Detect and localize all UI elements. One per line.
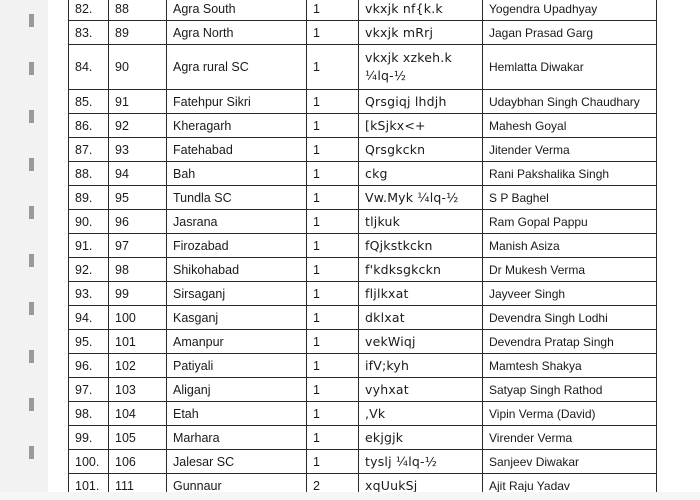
candidate-name-cell: Dr Mukesh Verma — [483, 258, 657, 282]
serial-number-cell: 85. — [69, 90, 109, 114]
count-cell: 1 — [307, 114, 359, 138]
constituency-number-cell: 111 — [109, 474, 167, 498]
serial-number-cell: 82. — [69, 0, 109, 21]
constituency-number-cell: 89 — [109, 21, 167, 45]
candidate-name-cell: Ram Gopal Pappu — [483, 210, 657, 234]
constituency-number-cell: 90 — [109, 45, 167, 90]
count-cell: 1 — [307, 90, 359, 114]
table-row — [69, 258, 657, 282]
serial-number-cell: 83. — [69, 21, 109, 45]
constituency-number-cell: 92 — [109, 114, 167, 138]
candidate-name-cell: Virender Verma — [483, 426, 657, 450]
hindi-name-line: vkxjk xzkeh.k — [365, 50, 452, 65]
serial-number-cell: 92. — [69, 258, 109, 282]
hindi-name-cell: tljkuk — [359, 210, 483, 234]
serial-number-cell: 90. — [69, 210, 109, 234]
candidate-name-cell: Manish Asiza — [483, 234, 657, 258]
hindi-name-cell: ifV;kyh — [359, 354, 483, 378]
hindi-name-cell: ckg — [359, 162, 483, 186]
candidate-name-cell: Jitender Verma — [483, 138, 657, 162]
serial-number-cell: 100. — [69, 450, 109, 474]
table-row — [69, 402, 657, 426]
count-cell: 1 — [307, 138, 359, 162]
constituency-name-cell: Jalesar SC — [167, 450, 307, 474]
left-margin-strip — [0, 0, 48, 500]
serial-number-cell: 98. — [69, 402, 109, 426]
constituency-number-cell: 93 — [109, 138, 167, 162]
hindi-name-cell: dklxat — [359, 306, 483, 330]
constituency-number-cell: 95 — [109, 186, 167, 210]
hindi-name-cell: vkxjk mRrj — [359, 21, 483, 45]
count-cell: 2 — [307, 474, 359, 498]
constituency-number-cell: 98 — [109, 258, 167, 282]
hindi-name-line: ¼lq-½ — [365, 68, 407, 83]
table-row — [69, 0, 657, 21]
constituency-name-cell: Amanpur — [167, 330, 307, 354]
serial-number-cell: 96. — [69, 354, 109, 378]
constituency-number-cell: 103 — [109, 378, 167, 402]
hindi-name-cell: vekWiqj — [359, 330, 483, 354]
hindi-name-cell: [kSjkx<+ — [359, 114, 483, 138]
hindi-name-cell: ,Vk — [359, 402, 483, 426]
hindi-name-cell: vkxjk nf{k.k — [359, 0, 483, 21]
constituency-number-cell: 106 — [109, 450, 167, 474]
constituency-number-cell: 91 — [109, 90, 167, 114]
constituency-number-cell: 105 — [109, 426, 167, 450]
table-row — [69, 45, 657, 90]
table-row — [69, 306, 657, 330]
count-cell: 1 — [307, 258, 359, 282]
candidate-name-cell: Jayveer Singh — [483, 282, 657, 306]
serial-number-cell: 84. — [69, 45, 109, 90]
constituency-number-cell: 104 — [109, 402, 167, 426]
table-row — [69, 210, 657, 234]
hindi-name-cell: f'kdksgkckn — [359, 258, 483, 282]
table-row — [69, 378, 657, 402]
constituency-name-cell: Etah — [167, 402, 307, 426]
constituency-name-cell: Gunnaur — [167, 474, 307, 498]
constituency-name-cell: Fatehpur Sikri — [167, 90, 307, 114]
constituency-name-cell: Aliganj — [167, 378, 307, 402]
page-bottom-edge — [0, 492, 700, 500]
constituency-name-cell: Agra North — [167, 21, 307, 45]
constituency-number-cell: 88 — [109, 0, 167, 21]
constituency-name-cell: Shikohabad — [167, 258, 307, 282]
table-row — [69, 426, 657, 450]
count-cell: 1 — [307, 210, 359, 234]
serial-number-cell: 88. — [69, 162, 109, 186]
hindi-name-cell — [359, 45, 483, 90]
serial-number-cell: 99. — [69, 426, 109, 450]
constituency-number-cell: 99 — [109, 282, 167, 306]
candidate-name-cell: Hemlatta Diwakar — [483, 45, 657, 90]
constituency-name-cell: Tundla SC — [167, 186, 307, 210]
hindi-name-cell: vyhxat — [359, 378, 483, 402]
serial-number-cell: 86. — [69, 114, 109, 138]
constituency-name-cell: Jasrana — [167, 210, 307, 234]
constituency-number-cell: 97 — [109, 234, 167, 258]
candidate-name-cell: Rani Pakshalika Singh — [483, 162, 657, 186]
table-row — [69, 330, 657, 354]
constituency-number-cell: 100 — [109, 306, 167, 330]
constituency-name-cell: Patiyali — [167, 354, 307, 378]
count-cell: 1 — [307, 450, 359, 474]
count-cell: 1 — [307, 402, 359, 426]
table-body — [69, 0, 657, 498]
count-cell: 1 — [307, 306, 359, 330]
constituency-name-cell: Kheragarh — [167, 114, 307, 138]
table-row — [69, 450, 657, 474]
constituency-number-cell: 96 — [109, 210, 167, 234]
candidate-name-cell: Devendra Pratap Singh — [483, 330, 657, 354]
table-row — [69, 282, 657, 306]
binding-mark — [29, 350, 34, 363]
hindi-name-cell: tyslj ¼lq-½ — [359, 450, 483, 474]
candidate-list-table — [68, 0, 656, 498]
count-cell: 1 — [307, 234, 359, 258]
binding-mark — [29, 398, 34, 411]
serial-number-cell: 87. — [69, 138, 109, 162]
count-cell: 1 — [307, 21, 359, 45]
count-cell: 1 — [307, 378, 359, 402]
binding-mark — [29, 14, 34, 27]
table-row — [69, 114, 657, 138]
hindi-name-cell: ekjgjk — [359, 426, 483, 450]
binding-mark — [29, 446, 34, 459]
serial-number-cell: 91. — [69, 234, 109, 258]
constituency-name-cell: Sirsaganj — [167, 282, 307, 306]
count-cell: 1 — [307, 426, 359, 450]
count-cell: 1 — [307, 330, 359, 354]
binding-mark — [29, 254, 34, 267]
constituency-name-cell: Marhara — [167, 426, 307, 450]
count-cell: 1 — [307, 354, 359, 378]
count-cell: 1 — [307, 162, 359, 186]
binding-mark — [29, 110, 34, 123]
constituency-name-cell: Agra South — [167, 0, 307, 21]
serial-number-cell: 93. — [69, 282, 109, 306]
constituency-number-cell: 101 — [109, 330, 167, 354]
serial-number-cell: 101. — [69, 474, 109, 498]
hindi-name-cell: fljlkxat — [359, 282, 483, 306]
constituency-name-cell: Fatehabad — [167, 138, 307, 162]
count-cell: 1 — [307, 186, 359, 210]
candidate-name-cell: Vipin Verma (David) — [483, 402, 657, 426]
binding-mark — [29, 62, 34, 75]
serial-number-cell: 94. — [69, 306, 109, 330]
candidate-name-cell: Devendra Singh Lodhi — [483, 306, 657, 330]
candidate-name-cell: Sanjeev Diwakar — [483, 450, 657, 474]
candidate-name-cell: Udaybhan Singh Chaudhary — [483, 90, 657, 114]
hindi-name-cell: Qrsgkckn — [359, 138, 483, 162]
binding-mark — [29, 158, 34, 171]
binding-mark — [29, 206, 34, 219]
candidate-name-cell: Mamtesh Shakya — [483, 354, 657, 378]
table-row — [69, 90, 657, 114]
constituency-number-cell: 102 — [109, 354, 167, 378]
candidate-name-cell: Yogendra Upadhyay — [483, 0, 657, 21]
constituency-name-cell: Kasganj — [167, 306, 307, 330]
serial-number-cell: 97. — [69, 378, 109, 402]
table-row — [69, 138, 657, 162]
candidate-name-cell: Jagan Prasad Garg — [483, 21, 657, 45]
count-cell: 1 — [307, 45, 359, 90]
table-row — [69, 162, 657, 186]
serial-number-cell: 89. — [69, 186, 109, 210]
constituency-name-cell: Bah — [167, 162, 307, 186]
table-row — [69, 186, 657, 210]
candidate-name-cell: Mahesh Goyal — [483, 114, 657, 138]
candidate-name-cell: Ajit Raju Yadav — [483, 474, 657, 498]
binding-mark — [29, 302, 34, 315]
table-row — [69, 21, 657, 45]
constituency-number-cell: 94 — [109, 162, 167, 186]
hindi-name-cell: Vw.Myk ¼lq-½ — [359, 186, 483, 210]
hindi-name-cell: xqUukSj — [359, 474, 483, 498]
hindi-name-cell: Qrsgiqj lhdjh — [359, 90, 483, 114]
constituency-name-cell: Agra rural SC — [167, 45, 307, 90]
candidate-name-cell: S P Baghel — [483, 186, 657, 210]
candidate-name-cell: Satyap Singh Rathod — [483, 378, 657, 402]
constituency-name-cell: Firozabad — [167, 234, 307, 258]
table-row — [69, 234, 657, 258]
serial-number-cell: 95. — [69, 330, 109, 354]
table-row — [69, 354, 657, 378]
hindi-name-cell: fQjkstkckn — [359, 234, 483, 258]
count-cell: 1 — [307, 282, 359, 306]
count-cell: 1 — [307, 0, 359, 21]
